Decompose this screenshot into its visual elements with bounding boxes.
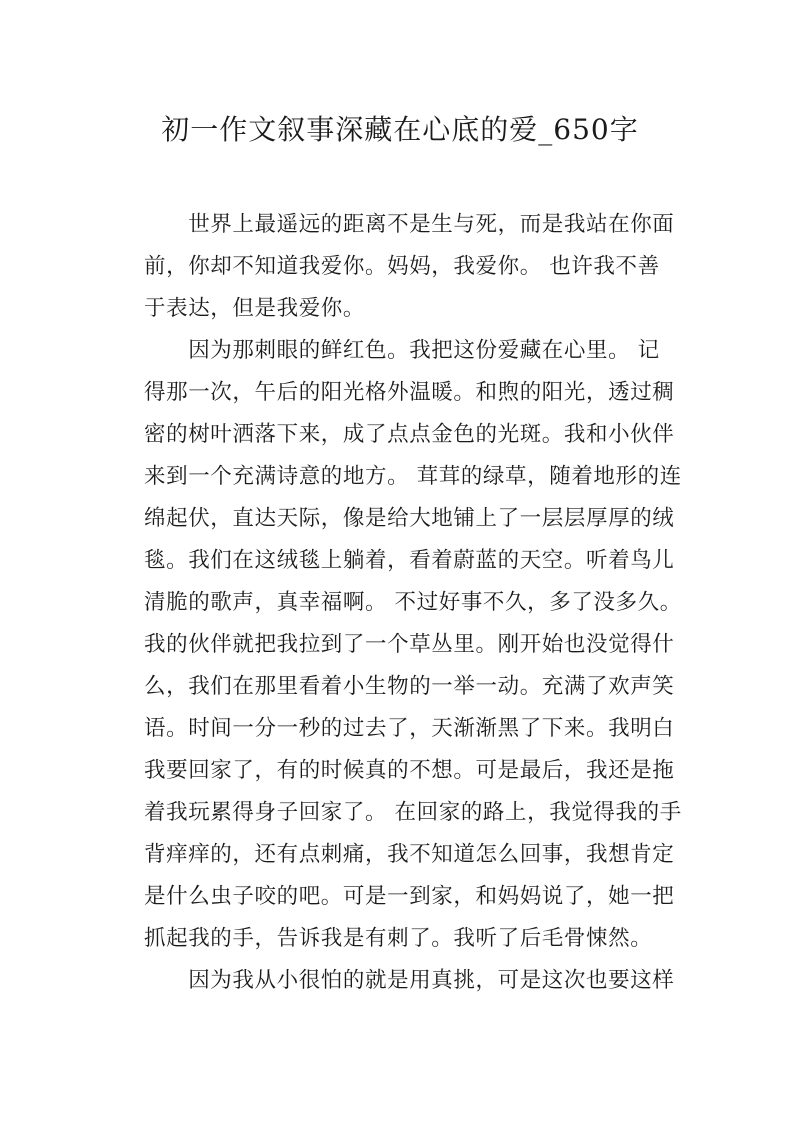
- paragraph-line: 于表达，但是我爱你。: [144, 296, 366, 321]
- paragraph-line: 密的树叶洒落下来，成了点点金色的光斑。我和小伙伴: [144, 422, 675, 447]
- paragraph-line: 背痒痒的，还有点刺痛，我不知道怎么回事，我想肯定: [144, 842, 675, 867]
- paragraph-line: 清脆的歌声，真幸福啊。 不过好事不久，多了没多久。: [144, 590, 682, 615]
- document-title: 初一作文叙事深藏在心底的爱_650字: [161, 113, 639, 146]
- paragraph-line: 因为我从小很怕的就是用真挑，可是这次也要这样: [144, 968, 675, 993]
- paragraph-line: 我要回家了，有的时候真的不想。可是最后，我还是拖: [144, 758, 675, 783]
- paragraph-line: 我的伙伴就把我拉到了一个草丛里。刚开始也没觉得什: [144, 632, 675, 657]
- paragraph-line: 世界上最遥远的距离不是生与死，而是我站在你面: [144, 212, 675, 237]
- paragraph-line: 来到一个充满诗意的地方。 茸茸的绿草，随着地形的连: [144, 464, 682, 489]
- paragraph-line: 绵起伏，直达天际，像是给大地铺上了一层层厚厚的绒: [144, 506, 675, 531]
- paragraph-line: 前，你却不知道我爱你。妈妈，我爱你。 也许我不善: [144, 254, 660, 279]
- paragraph-line: 得那一次，午后的阳光格外温暖。和煦的阳光，透过稠: [144, 380, 675, 405]
- paragraph-line: 是什么虫子咬的吧。可是一到家，和妈妈说了，她一把: [144, 884, 675, 909]
- paragraph-line: 语。时间一分一秒的过去了，天渐渐黑了下来。我明白: [144, 716, 675, 741]
- paragraph-line: 么，我们在那里看着小生物的一举一动。充满了欢声笑: [144, 674, 675, 699]
- paragraph-line: 因为那刺眼的鲜红色。我把这份爱藏在心里。 记: [144, 338, 660, 363]
- paragraph-line: 毯。我们在这绒毯上躺着，看着蔚蓝的天空。听着鸟儿: [144, 548, 675, 573]
- paragraph-line: 抓起我的手，告诉我是有刺了。我听了后毛骨悚然。: [144, 926, 653, 951]
- paragraph-line: 着我玩累得身子回家了。 在回家的路上，我觉得我的手: [144, 800, 682, 825]
